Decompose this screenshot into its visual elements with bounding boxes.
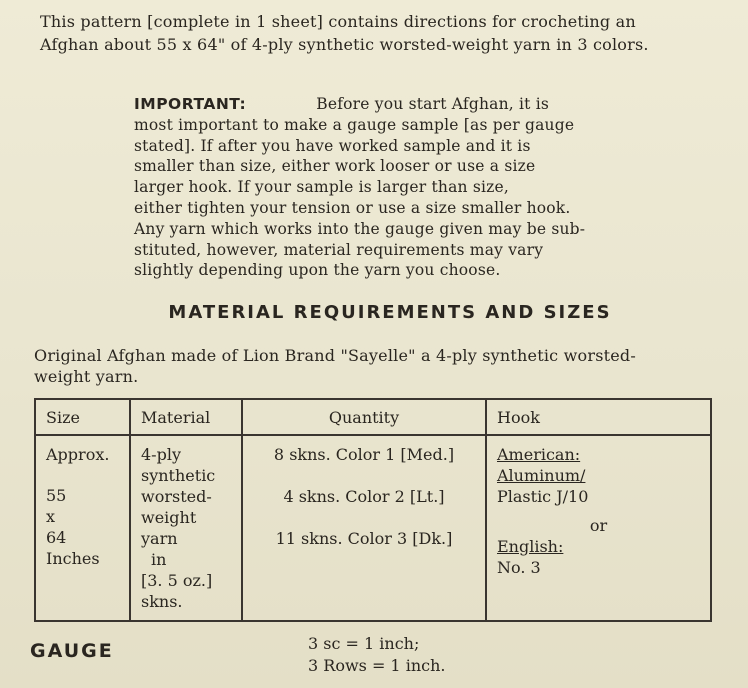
gauge-stitches: 3 sc = 1 inch; bbox=[308, 634, 420, 653]
important-line-7: stituted, however, material requirements may vary bbox=[134, 240, 544, 259]
size-cell bbox=[35, 435, 130, 621]
hook-english: English: bbox=[497, 537, 564, 556]
important-line-3: smaller than size, either work looser or use a size bbox=[134, 157, 536, 176]
material-cell bbox=[130, 435, 242, 621]
size-length: 64 bbox=[46, 528, 67, 547]
hook-aluminum: Aluminum/ bbox=[497, 466, 586, 485]
quantity-color-2: 4 skns. Color 2 [Lt.] bbox=[283, 487, 445, 506]
intro-line-2: Afghan about 55 x 64" of 4-ply synthetic worsted-weight yarn in 3 colors. bbox=[40, 35, 649, 54]
size-x: x bbox=[46, 507, 56, 526]
material-line: 4-ply bbox=[141, 445, 181, 464]
important-line-0: Before you start Afghan, it is bbox=[316, 95, 550, 113]
size-approx: Approx. bbox=[46, 445, 110, 464]
size-unit: Inches bbox=[46, 549, 100, 568]
hook-american: American: bbox=[497, 445, 581, 464]
quantity-color-3: 11 skns. Color 3 [Dk.] bbox=[275, 529, 453, 548]
material-line: weight bbox=[141, 508, 197, 527]
yarn-line-2: weight yarn. bbox=[34, 367, 139, 386]
hook-or: or bbox=[589, 516, 608, 535]
important-line-2: stated]. If after you have worked sample and it is bbox=[134, 136, 531, 155]
important-label: IMPORTANT: bbox=[134, 95, 247, 113]
yarn-line-1: Original Afghan made of Lion Brand "Sayelle" a 4-ply synthetic worsted- bbox=[34, 346, 636, 365]
material-line: worsted- bbox=[141, 487, 212, 506]
quantity-cell bbox=[242, 435, 486, 621]
important-line-8: slightly depending upon the yarn you choose. bbox=[134, 261, 501, 280]
important-notice bbox=[134, 94, 654, 281]
hook-cell bbox=[486, 435, 711, 621]
table-header-row bbox=[35, 399, 711, 435]
section-heading: MATERIAL REQUIREMENTS AND SIZES bbox=[168, 302, 612, 323]
gauge-values bbox=[308, 633, 445, 677]
material-line: skns. bbox=[141, 592, 183, 611]
important-line-1: most important to make a gauge sample [as per gauge bbox=[134, 115, 575, 134]
yarn-description bbox=[34, 345, 714, 387]
quantity-color-1: 8 skns. Color 1 [Med.] bbox=[273, 445, 455, 464]
header-quantity: Quantity bbox=[242, 399, 486, 435]
material-line: yarn bbox=[141, 529, 178, 548]
material-requirements-table bbox=[34, 398, 712, 622]
size-width: 55 bbox=[46, 486, 67, 505]
hook-english-size: No. 3 bbox=[497, 558, 541, 577]
header-size: Size bbox=[35, 399, 130, 435]
header-material: Material bbox=[130, 399, 242, 435]
important-line-5: either tighten your tension or use a size smaller hook. bbox=[134, 198, 571, 217]
important-line-4: larger hook. If your sample is larger than size, bbox=[134, 178, 510, 197]
important-line-6: Any yarn which works into the gauge given may be sub- bbox=[134, 219, 586, 238]
intro-paragraph bbox=[40, 10, 730, 56]
material-line: in bbox=[151, 550, 167, 569]
gauge-rows: 3 Rows = 1 inch. bbox=[308, 656, 446, 675]
header-hook: Hook bbox=[486, 399, 711, 435]
material-line: synthetic bbox=[141, 466, 216, 485]
intro-line-1: This pattern [complete in 1 sheet] contains directions for crocheting an bbox=[40, 12, 636, 31]
gauge-label: GAUGE bbox=[30, 640, 114, 662]
table-row bbox=[35, 435, 711, 621]
material-line: [3. 5 oz.] bbox=[141, 571, 213, 590]
hook-plastic: Plastic J/10 bbox=[497, 487, 589, 506]
